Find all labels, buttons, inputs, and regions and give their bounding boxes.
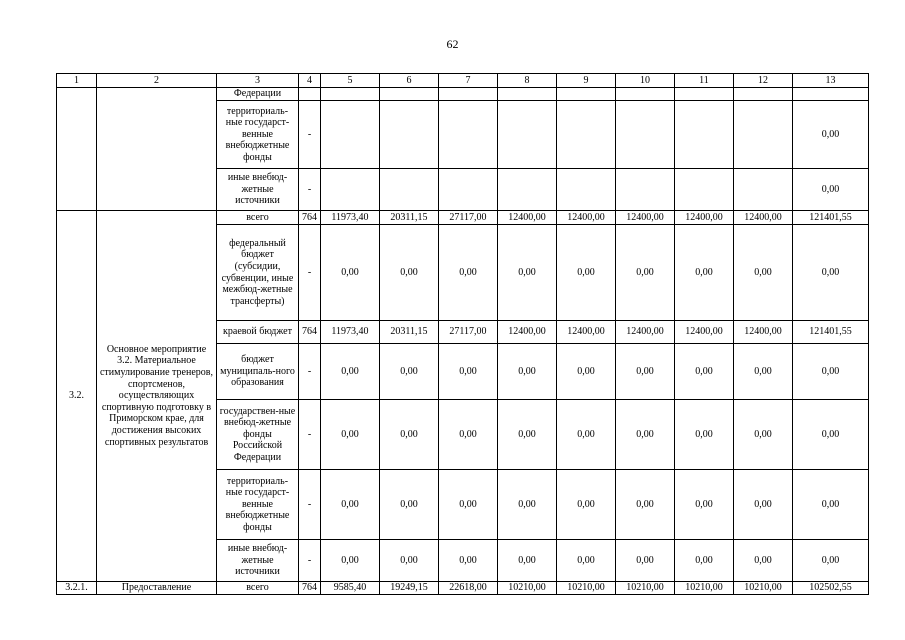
code-cell: 764: [299, 211, 321, 225]
value-cell: 12400,00: [557, 211, 616, 225]
value-cell: 0,00: [616, 225, 675, 321]
code-cell: -: [299, 344, 321, 400]
value-cell: 12400,00: [557, 321, 616, 344]
value-cell: [498, 88, 557, 101]
value-cell: 11973,40: [321, 321, 380, 344]
value-cell: 12400,00: [675, 211, 734, 225]
value-cell: 0,00: [734, 225, 793, 321]
code-cell: -: [299, 225, 321, 321]
value-cell: 102502,55: [793, 582, 869, 595]
code-cell: -: [299, 101, 321, 169]
header-cell: 1: [57, 74, 97, 88]
value-cell: 0,00: [675, 400, 734, 470]
value-cell: [439, 101, 498, 169]
code-cell: -: [299, 470, 321, 540]
value-cell: [439, 169, 498, 211]
value-cell: 0,00: [439, 225, 498, 321]
value-cell: [616, 101, 675, 169]
value-cell: 12400,00: [616, 211, 675, 225]
header-cell: 13: [793, 74, 869, 88]
value-cell: [616, 169, 675, 211]
value-cell: 0,00: [498, 344, 557, 400]
value-cell: 0,00: [380, 400, 439, 470]
value-cell: 12400,00: [498, 211, 557, 225]
value-cell: [675, 169, 734, 211]
value-cell: 0,00: [675, 344, 734, 400]
funding-source-cell: бюджет муниципаль-ного образования: [217, 344, 299, 400]
table-row: [57, 88, 869, 101]
header-cell: 8: [498, 74, 557, 88]
value-cell: 121401,55: [793, 321, 869, 344]
value-cell: 12400,00: [734, 321, 793, 344]
value-cell: [734, 101, 793, 169]
value-cell: 0,00: [321, 540, 380, 582]
funding-source-cell: всего: [217, 582, 299, 595]
value-cell: 0,00: [793, 225, 869, 321]
value-cell: 0,00: [734, 400, 793, 470]
value-cell: [557, 88, 616, 101]
value-cell: 0,00: [321, 225, 380, 321]
value-cell: 10210,00: [675, 582, 734, 595]
code-cell: [299, 88, 321, 101]
header-cell: 11: [675, 74, 734, 88]
value-cell: 0,00: [557, 225, 616, 321]
value-cell: 0,00: [380, 470, 439, 540]
value-cell: [380, 101, 439, 169]
value-cell: 10210,00: [734, 582, 793, 595]
value-cell: 0,00: [793, 470, 869, 540]
value-cell: 12400,00: [616, 321, 675, 344]
value-cell: 0,00: [675, 225, 734, 321]
value-cell: 20311,15: [380, 211, 439, 225]
value-cell: 12400,00: [675, 321, 734, 344]
header-cell: 3: [217, 74, 299, 88]
budget-table: [56, 73, 869, 595]
value-cell: 0,00: [498, 400, 557, 470]
value-cell: 0,00: [498, 540, 557, 582]
value-cell: 0,00: [498, 470, 557, 540]
value-cell: [380, 88, 439, 101]
funding-source-cell: территориаль-ные государст-венные внебюджетные фонды: [217, 470, 299, 540]
value-cell: 0,00: [675, 470, 734, 540]
value-cell: 19249,15: [380, 582, 439, 595]
funding-source-cell: иные внебюд-жетные источники: [217, 169, 299, 211]
header-cell: 9: [557, 74, 616, 88]
code-cell: -: [299, 400, 321, 470]
value-cell: 27117,00: [439, 211, 498, 225]
code-cell: 764: [299, 582, 321, 595]
header-cell: 4: [299, 74, 321, 88]
value-cell: 22618,00: [439, 582, 498, 595]
value-cell: 0,00: [321, 400, 380, 470]
row-number-cell: [57, 88, 97, 211]
value-cell: 0,00: [793, 101, 869, 169]
code-cell: 764: [299, 321, 321, 344]
value-cell: 0,00: [557, 470, 616, 540]
value-cell: 0,00: [793, 400, 869, 470]
value-cell: 20311,15: [380, 321, 439, 344]
value-cell: 0,00: [498, 225, 557, 321]
value-cell: 0,00: [616, 470, 675, 540]
value-cell: [321, 88, 380, 101]
value-cell: 10210,00: [557, 582, 616, 595]
header-cell: 6: [380, 74, 439, 88]
value-cell: 0,00: [734, 540, 793, 582]
value-cell: 0,00: [793, 344, 869, 400]
funding-source-cell: иные внебюд-жетные источники: [217, 540, 299, 582]
code-cell: -: [299, 169, 321, 211]
value-cell: [557, 101, 616, 169]
table-row: [57, 211, 869, 225]
value-cell: 0,00: [380, 540, 439, 582]
header-row: [57, 74, 869, 88]
value-cell: [793, 88, 869, 101]
header-cell: 12: [734, 74, 793, 88]
row-number-cell: 3.2.1.: [57, 582, 97, 595]
row-number-cell: 3.2.: [57, 211, 97, 582]
value-cell: 0,00: [380, 344, 439, 400]
value-cell: 0,00: [675, 540, 734, 582]
funding-source-cell: федеральный бюджет (субсидии, субвенции, иные межбюд-жетные трансферты): [217, 225, 299, 321]
header-cell: 10: [616, 74, 675, 88]
value-cell: [557, 169, 616, 211]
header-cell: 2: [97, 74, 217, 88]
funding-source-cell: краевой бюджет: [217, 321, 299, 344]
value-cell: [321, 101, 380, 169]
value-cell: [616, 88, 675, 101]
measure-name-cell: Предоставление: [97, 582, 217, 595]
value-cell: 12400,00: [498, 321, 557, 344]
header-cell: 7: [439, 74, 498, 88]
value-cell: 0,00: [734, 344, 793, 400]
value-cell: 0,00: [616, 344, 675, 400]
value-cell: 27117,00: [439, 321, 498, 344]
value-cell: 0,00: [439, 470, 498, 540]
value-cell: 0,00: [557, 344, 616, 400]
value-cell: [734, 88, 793, 101]
value-cell: [321, 169, 380, 211]
funding-source-cell: государствен-ные внебюд-жетные фонды Российской Федерации: [217, 400, 299, 470]
value-cell: 10210,00: [498, 582, 557, 595]
value-cell: 0,00: [321, 470, 380, 540]
page-number: 62: [446, 37, 459, 51]
value-cell: 0,00: [616, 400, 675, 470]
value-cell: 10210,00: [616, 582, 675, 595]
measure-name-cell: Основное мероприятие 3.2. Материальное стимулирование тренеров, спортсменов, осуществляющих спортивную подготовку в Приморском крае, для достижения высоких спортивных результатов: [97, 211, 217, 582]
funding-source-cell: Федерации: [217, 88, 299, 101]
funding-source-cell: всего: [217, 211, 299, 225]
value-cell: 0,00: [439, 344, 498, 400]
value-cell: 121401,55: [793, 211, 869, 225]
value-cell: 0,00: [616, 540, 675, 582]
header-cell: 5: [321, 74, 380, 88]
value-cell: [675, 88, 734, 101]
code-cell: -: [299, 540, 321, 582]
value-cell: 0,00: [793, 169, 869, 211]
value-cell: 0,00: [734, 470, 793, 540]
value-cell: [380, 169, 439, 211]
value-cell: 11973,40: [321, 211, 380, 225]
value-cell: 0,00: [321, 344, 380, 400]
value-cell: 0,00: [439, 400, 498, 470]
value-cell: [675, 101, 734, 169]
value-cell: [734, 169, 793, 211]
measure-name-cell: [97, 88, 217, 211]
value-cell: 0,00: [380, 225, 439, 321]
funding-source-cell: территориаль-ные государст-венные внебюджетные фонды: [217, 101, 299, 169]
value-cell: [498, 101, 557, 169]
value-cell: 0,00: [557, 400, 616, 470]
value-cell: [498, 169, 557, 211]
value-cell: 0,00: [793, 540, 869, 582]
value-cell: 0,00: [439, 540, 498, 582]
value-cell: 9585,40: [321, 582, 380, 595]
value-cell: 12400,00: [734, 211, 793, 225]
table-row: [57, 582, 869, 595]
value-cell: 0,00: [557, 540, 616, 582]
value-cell: [439, 88, 498, 101]
